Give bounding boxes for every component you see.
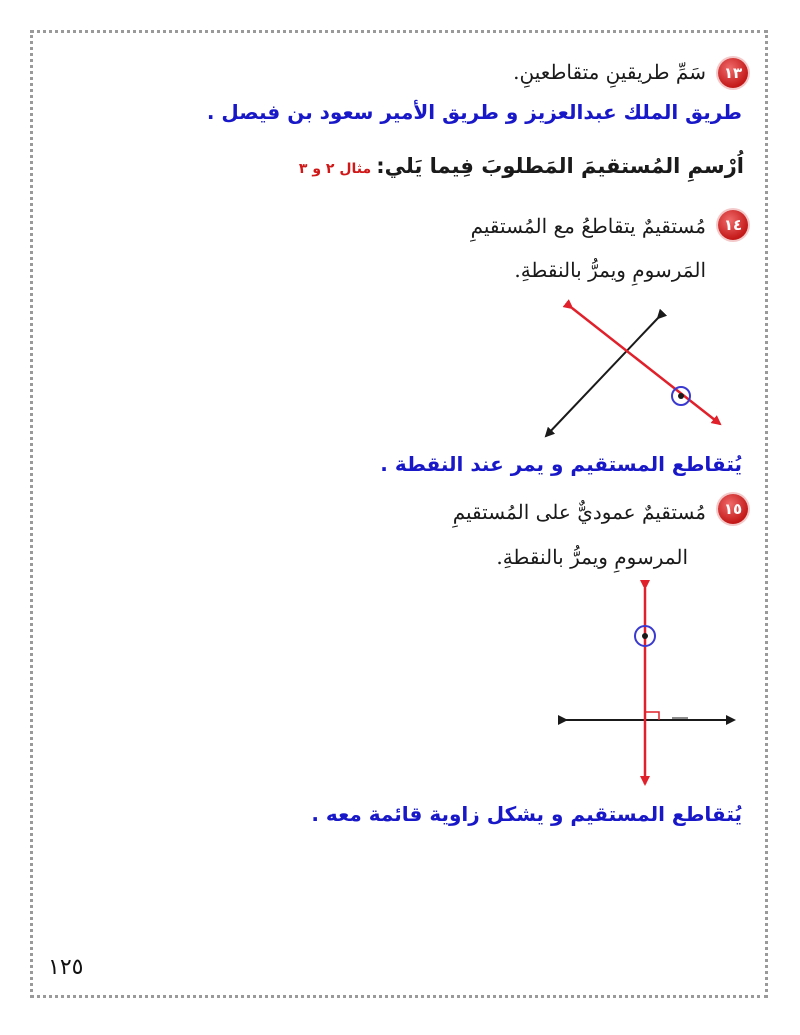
exercise-14-line2: المَرسومِ ويمرُّ بالنقطةِ. xyxy=(514,258,706,282)
exercise-14-badge: ١٤ xyxy=(718,210,748,240)
page-number: ١٢٥ xyxy=(48,955,84,980)
example-reference: مثال ٢ و ٣ xyxy=(298,161,372,177)
exercise-15-line2: المرسومِ ويمرُّ بالنقطةِ. xyxy=(496,545,688,569)
answer-14: يُتقاطع المستقيم و يمر عند النقطة . xyxy=(380,452,742,476)
exercise-14-line1: مُستقيمٌ يتقاطعُ مع المُستقيمِ xyxy=(470,214,706,238)
exercise-15-line1: مُستقيمٌ عموديٌّ على المُستقيمِ xyxy=(452,500,706,524)
answer-15: يُتقاطع المستقيم و يشكل زاوية قائمة معه . xyxy=(311,802,742,826)
right-angle-mark xyxy=(645,712,659,720)
point-15 xyxy=(642,633,648,639)
instruction-text: اُرْسمِ المُستقيمَ المَطلوبَ فِيما يَلي: xyxy=(376,154,744,178)
exercise-13-badge: ١٣ xyxy=(718,58,748,88)
exercise-13-text: سَمِّ طريقينِ متقاطعينِ. xyxy=(513,60,706,84)
answer-13: طريق الملك عبدالعزيز و طريق الأمير سعود بن فيصل . xyxy=(206,100,742,124)
exercise-15-badge: ١٥ xyxy=(718,494,748,524)
